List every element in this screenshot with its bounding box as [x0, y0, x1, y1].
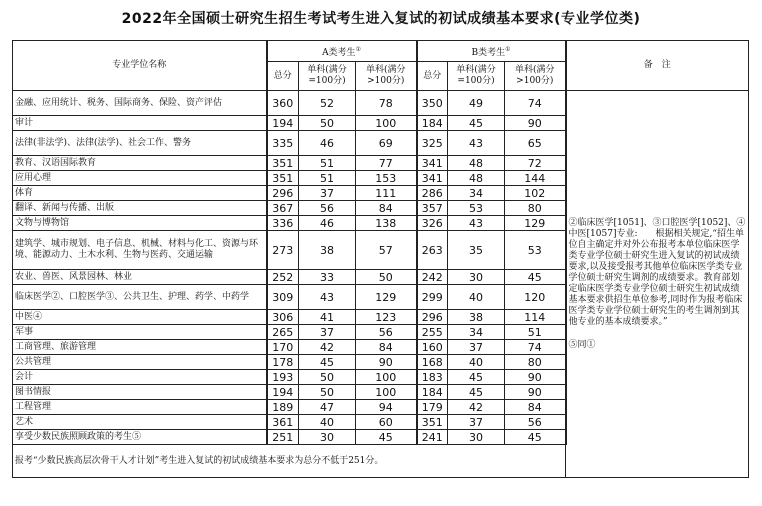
- a-total-score: 296: [267, 186, 299, 201]
- a-single-over100-score: 138: [356, 216, 417, 231]
- a-single-over100-score: 50: [356, 270, 417, 285]
- b-single-over100-score: 120: [505, 285, 566, 310]
- a-single-100-score: 41: [299, 310, 356, 325]
- major-name: 体育: [13, 186, 267, 201]
- major-name: 教育、汉语国际教育: [13, 156, 267, 171]
- b-single-100-score: 37: [448, 340, 505, 355]
- b-total-score: 263: [417, 231, 448, 270]
- b-single-100-score: 53: [448, 201, 505, 216]
- b-single-100-score: 48: [448, 171, 505, 186]
- a-total-score: 335: [267, 131, 299, 156]
- b-total-score: 241: [417, 430, 448, 445]
- b-single-100-score: 48: [448, 156, 505, 171]
- b-total-score: 357: [417, 201, 448, 216]
- b-total-score: 351: [417, 415, 448, 430]
- a-single-over100-score: 84: [356, 340, 417, 355]
- b-single-over100-score: 102: [505, 186, 566, 201]
- major-name: 审计: [13, 116, 267, 131]
- b-single-100-score: 38: [448, 310, 505, 325]
- a-single-100-score: 50: [299, 116, 356, 131]
- b-total-score: 168: [417, 355, 448, 370]
- a-total-score: 360: [267, 91, 299, 116]
- b-total-header: 总分: [417, 62, 448, 91]
- b-single-100-score: 37: [448, 415, 505, 430]
- a-single-100-score: 33: [299, 270, 356, 285]
- b-single-over100-score: 51: [505, 325, 566, 340]
- a-single-100-score: 47: [299, 400, 356, 415]
- a-single-over100-score: 90: [356, 355, 417, 370]
- b-single-over100-score: 53: [505, 231, 566, 270]
- major-name: 法律(非法学)、法律(法学)、社会工作、警务: [13, 131, 267, 156]
- b-single-over100-score: 45: [505, 270, 566, 285]
- a-single-100-score: 46: [299, 131, 356, 156]
- a-single-over100-score: 60: [356, 415, 417, 430]
- b-single-over100-score: 80: [505, 355, 566, 370]
- major-name: 公共管理: [13, 355, 267, 370]
- b-single-100-score: 49: [448, 91, 505, 116]
- b-single-over100-score: 74: [505, 91, 566, 116]
- a-single-over100-score: 94: [356, 400, 417, 415]
- a-single-100-header: 单科(满分=100分): [299, 62, 356, 91]
- major-name: 农业、兽医、风景园林、林业: [13, 270, 267, 285]
- major-name: 应用心理: [13, 171, 267, 186]
- remarks-cell: [566, 91, 749, 478]
- major-name: 临床医学②、口腔医学③、公共卫生、护理、药学、中药学: [13, 285, 267, 310]
- b-single-over100-score: 90: [505, 385, 566, 400]
- b-single-100-score: 45: [448, 116, 505, 131]
- major-name: 享受少数民族照顾政策的考生⑤: [13, 430, 267, 445]
- b-total-score: 296: [417, 310, 448, 325]
- a-single-100-score: 37: [299, 186, 356, 201]
- b-single-over100-score: 56: [505, 415, 566, 430]
- a-total-score: 193: [267, 370, 299, 385]
- b-single-100-score: 30: [448, 270, 505, 285]
- b-single-100-score: 34: [448, 186, 505, 201]
- b-single-over100-score: 84: [505, 400, 566, 415]
- b-single-100-score: 40: [448, 355, 505, 370]
- major-name: 金融、应用统计、税务、国际商务、保险、资产评估: [13, 91, 267, 116]
- b-total-score: 299: [417, 285, 448, 310]
- a-single-over100-score: 100: [356, 370, 417, 385]
- remarks-header: 备 注: [566, 41, 749, 91]
- major-name: 建筑学、城市规划、电子信息、机械、材料与化工、资源与环境、能源动力、土木水利、生物与医药、交通运输: [13, 231, 267, 270]
- b-single-over100-score: 72: [505, 156, 566, 171]
- a-total-score: 367: [267, 201, 299, 216]
- a-total-score: 351: [267, 171, 299, 186]
- b-single-over100-score: 45: [505, 430, 566, 445]
- a-single-100-score: 37: [299, 325, 356, 340]
- a-single-over100-score: 153: [356, 171, 417, 186]
- b-single-100-score: 45: [448, 370, 505, 385]
- b-total-score: 184: [417, 385, 448, 400]
- a-single-over100-score: 100: [356, 385, 417, 400]
- b-total-score: 341: [417, 156, 448, 171]
- b-single-100-score: 43: [448, 131, 505, 156]
- a-total-score: 252: [267, 270, 299, 285]
- b-total-score: 179: [417, 400, 448, 415]
- a-single-over100-score: 45: [356, 430, 417, 445]
- a-single-100-score: 50: [299, 370, 356, 385]
- b-single-100-score: 40: [448, 285, 505, 310]
- major-name: 文物与博物馆: [13, 216, 267, 231]
- a-total-score: 273: [267, 231, 299, 270]
- major-name: 中医④: [13, 310, 267, 325]
- major-column-header: 专业学位名称: [13, 41, 267, 91]
- b-total-score: 341: [417, 171, 448, 186]
- a-single-over100-score: 123: [356, 310, 417, 325]
- a-single-over100-score: 129: [356, 285, 417, 310]
- a-total-score: 306: [267, 310, 299, 325]
- major-name: 工商管理、旅游管理: [13, 340, 267, 355]
- a-total-score: 170: [267, 340, 299, 355]
- a-single-100-score: 43: [299, 285, 356, 310]
- b-single-100-score: 45: [448, 385, 505, 400]
- footer-note: 报考“少数民族高层次骨干人才计划”考生进入复试的初试成绩基本要求为总分不低于251分。: [13, 445, 566, 478]
- a-single-100-score: 46: [299, 216, 356, 231]
- a-single-100-score: 40: [299, 415, 356, 430]
- b-total-score: 325: [417, 131, 448, 156]
- a-total-score: 178: [267, 355, 299, 370]
- a-total-score: 351: [267, 156, 299, 171]
- b-total-score: 255: [417, 325, 448, 340]
- b-single-100-score: 34: [448, 325, 505, 340]
- b-single-over100-score: 129: [505, 216, 566, 231]
- a-total-header: 总分: [267, 62, 299, 91]
- group-b-header: B类考生①: [417, 41, 566, 62]
- b-single-over100-score: 65: [505, 131, 566, 156]
- a-single-over100-score: 56: [356, 325, 417, 340]
- a-total-score: 309: [267, 285, 299, 310]
- a-single-100-score: 38: [299, 231, 356, 270]
- a-single-100-score: 52: [299, 91, 356, 116]
- a-single-over100-score: 111: [356, 186, 417, 201]
- b-single-100-score: 30: [448, 430, 505, 445]
- b-single-100-score: 43: [448, 216, 505, 231]
- a-total-score: 194: [267, 385, 299, 400]
- a-single-over100-score: 77: [356, 156, 417, 171]
- a-total-score: 194: [267, 116, 299, 131]
- b-single-over100-score: 90: [505, 116, 566, 131]
- a-single-over100-score: 57: [356, 231, 417, 270]
- b-single-100-header: 单科(满分=100分): [448, 62, 505, 91]
- score-table: [12, 40, 749, 478]
- b-single-100-score: 35: [448, 231, 505, 270]
- b-total-score: 350: [417, 91, 448, 116]
- major-name: 艺术: [13, 415, 267, 430]
- a-single-100-score: 50: [299, 385, 356, 400]
- major-name: 会计: [13, 370, 267, 385]
- b-total-score: 183: [417, 370, 448, 385]
- major-name: 翻译、新闻与传播、出版: [13, 201, 267, 216]
- a-total-score: 251: [267, 430, 299, 445]
- a-single-over100-score: 78: [356, 91, 417, 116]
- major-name: 工程管理: [13, 400, 267, 415]
- b-total-score: 326: [417, 216, 448, 231]
- a-total-score: 336: [267, 216, 299, 231]
- b-single-100-score: 42: [448, 400, 505, 415]
- b-total-score: 184: [417, 116, 448, 131]
- a-total-score: 189: [267, 400, 299, 415]
- group-a-header: A类考生①: [267, 41, 417, 62]
- b-single-over100-score: 114: [505, 310, 566, 325]
- a-single-over100-header: 单科(满分>100分): [356, 62, 417, 91]
- b-single-over100-score: 144: [505, 171, 566, 186]
- b-single-over100-score: 90: [505, 370, 566, 385]
- table-row: [13, 91, 749, 116]
- remarks-text-2: ⑤同①: [568, 339, 596, 350]
- a-single-100-score: 51: [299, 156, 356, 171]
- a-single-100-score: 56: [299, 201, 356, 216]
- a-single-over100-score: 69: [356, 131, 417, 156]
- major-name: 军事: [13, 325, 267, 340]
- a-single-100-score: 42: [299, 340, 356, 355]
- major-name: 图书情报: [13, 385, 267, 400]
- b-total-score: 160: [417, 340, 448, 355]
- b-single-over100-score: 80: [505, 201, 566, 216]
- b-single-over100-header: 单科(满分>100分): [505, 62, 566, 91]
- a-single-over100-score: 84: [356, 201, 417, 216]
- a-single-over100-score: 100: [356, 116, 417, 131]
- a-total-score: 265: [267, 325, 299, 340]
- a-single-100-score: 30: [299, 430, 356, 445]
- page-title: 2022年全国硕士研究生招生考试考生进入复试的初试成绩基本要求(专业学位类): [121, 11, 641, 27]
- a-single-100-score: 51: [299, 171, 356, 186]
- b-total-score: 242: [417, 270, 448, 285]
- b-total-score: 286: [417, 186, 448, 201]
- b-single-over100-score: 74: [505, 340, 566, 355]
- remarks-text: ②临床医学[1051]、③口腔医学[1052]、④中医[1057]专业: 根据相关规定,“招生单位自主确定并对外公布报考本单位临床医学类专业学位硕士研究生进入复试的初试成绩要求,以及接受报考其他单位临床医学类专业学位硕士研究生调剂的成绩要求。教育部划定临床医学类专业学位硕士研究生初试成绩基本要求供招生单位参考,同时作为报考临床医学类专业学位硕士研究生的考生调剂到其他专业的基本成绩要求。”: [568, 217, 746, 327]
- a-total-score: 361: [267, 415, 299, 430]
- a-single-100-score: 45: [299, 355, 356, 370]
